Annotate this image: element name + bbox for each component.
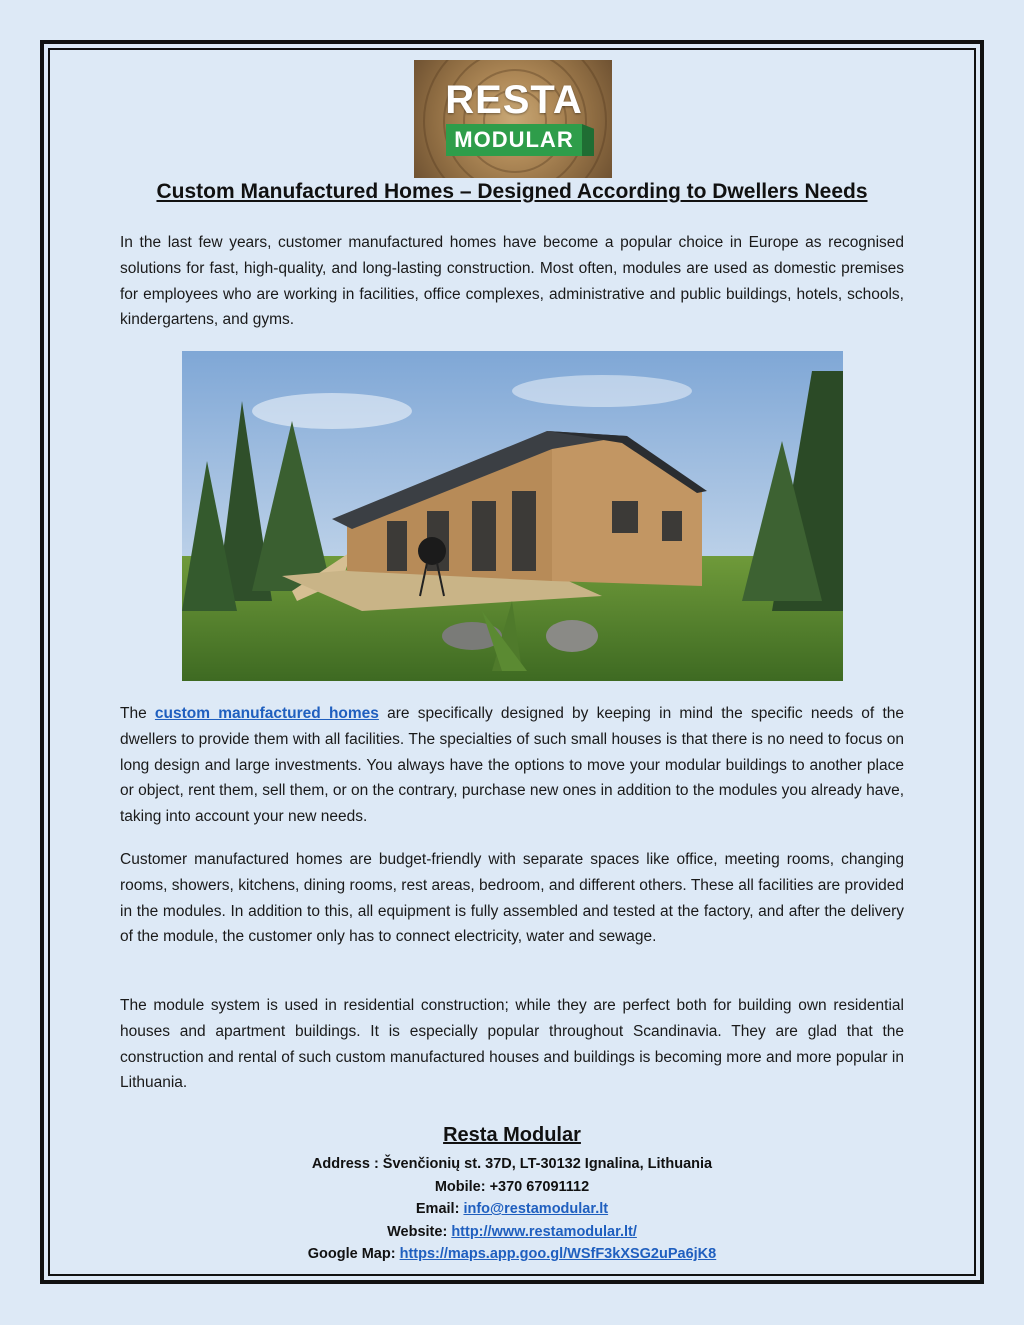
website-label: Website: (387, 1224, 452, 1240)
email-link[interactable]: info@restamodular.lt (463, 1201, 609, 1217)
contact-email-row (120, 1198, 904, 1220)
email-label: Email: (415, 1201, 464, 1217)
custom-homes-paragraph (120, 701, 904, 830)
website-link[interactable]: http://www.restamodular.lt/ (451, 1224, 637, 1240)
logo-text-modular: MODULAR (446, 124, 582, 156)
logo-bar-shadow (582, 124, 594, 156)
resta-modular-logo (414, 60, 612, 178)
house-illustration (182, 351, 843, 681)
contact-mobile: Mobile: +370 67091112 (434, 1179, 590, 1195)
p2-prefix: The (120, 705, 155, 722)
intro-paragraph: In the last few years, customer manufactured homes have become a popular choice in Europe as recognised solutions for fast, high-quality, and long-lasting construction. Most often, modules are used as domestic premises for employees who are working in facilities, office complexes, administrative and public buildings, hotels, schools, kindergartens, and gyms. (120, 234, 904, 329)
modular-house-photo (182, 351, 843, 681)
contact-map-row (120, 1243, 904, 1265)
p2-suffix: are specifically designed by keeping in mind the specific needs of the dwellers to provide them with all facilities. The specialties of such small houses is that there is no need to focus on long design and large investments. You always have the options to move your modular buildings to another place or object, rent them, sell them, or on the contrary, purchase new ones in addition to the modules you already have, taking into account your new needs. (120, 705, 904, 826)
contact-website-row (120, 1221, 904, 1243)
map-label: Google Map: (307, 1246, 400, 1262)
budget-paragraph: Customer manufactured homes are budget-friendly with separate spaces like office, meeting rooms, changing rooms, showers, kitchens, dining rooms, rest areas, bedroom, and different others. These all facilities are provided in the modules. In addition to this, all equipment is fully assembled and tested at the factory, and after the delivery of the module, the customer only has to connect electricity, water and sewage. (120, 851, 904, 946)
page-title: Custom Manufactured Homes – Designed According to Dwellers Needs (156, 180, 868, 203)
module-system-paragraph: The module system is used in residential construction; while they are perfect both for building own residential houses and apartment buildings. It is especially popular throughout Scandinavia. They are glad that the construction and rental of such custom manufactured houses and buildings is becoming more and more popular in Lithuania. (120, 997, 904, 1092)
contact-address: Address : Švenčionių st. 37D, LT-30132 Ignalina, Lithuania (311, 1156, 713, 1172)
company-name: Resta Modular (443, 1124, 581, 1146)
custom-homes-link[interactable]: custom manufactured homes (154, 705, 379, 722)
google-map-link[interactable]: https://maps.app.goo.gl/WSfF3kXSG2uPa6jK8 (399, 1246, 717, 1262)
logo-text-resta: RESTA (445, 78, 583, 122)
